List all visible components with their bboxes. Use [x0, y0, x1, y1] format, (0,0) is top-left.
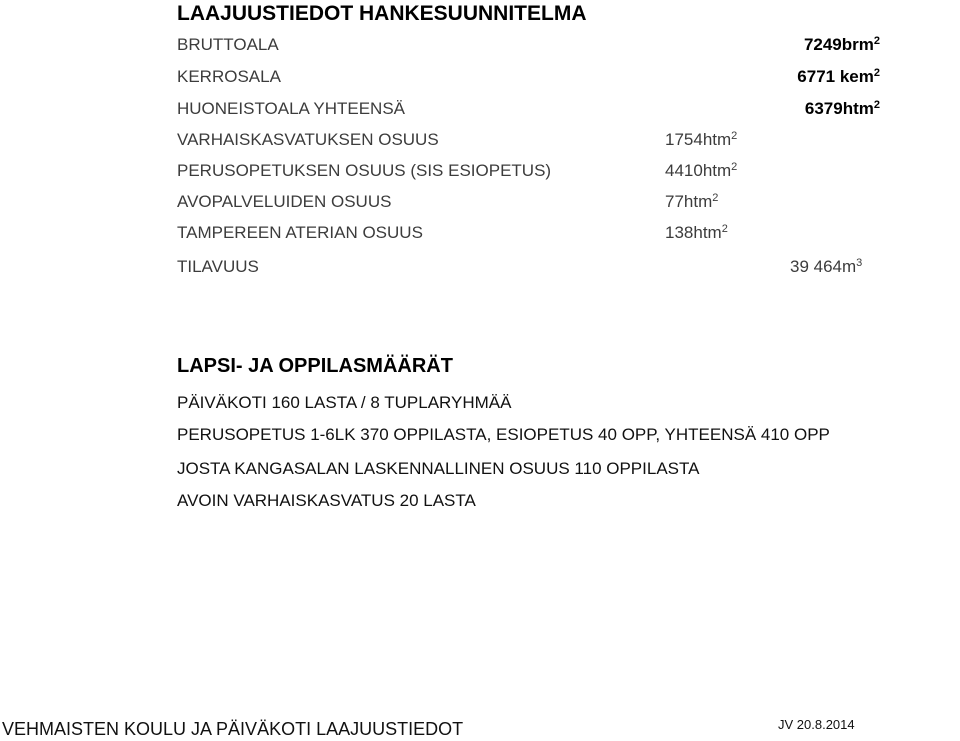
footer-date: JV 20.8.2014 [778, 717, 855, 732]
children-line-kangasala: JOSTA KANGASALAN LASKENNALLINEN OSUUS 110 OPPILASTA [177, 459, 700, 478]
area-value-kerrosala: 6771 kem$^2$ [797, 67, 880, 86]
share-value-tampereen-ateria: 138htm$^2$ [665, 223, 728, 242]
area-label-brutto: BRUTTOALA [177, 35, 279, 54]
share-value-varhaiskasvatus: 1754htm$^2$ [665, 130, 738, 149]
footer-title: VEHMAISTEN KOULU JA PÄIVÄKOTI LAAJUUSTIEDOT [2, 719, 464, 739]
share-label-tampereen-ateria: TAMPEREEN ATERIAN OSUUS [177, 223, 423, 242]
children-line-paivakoti: PÄIVÄKOTI 160 LASTA / 8 TUPLARYHMÄÄ [177, 393, 512, 412]
share-value-perusopetus: 4410htm$^2$ [665, 161, 738, 180]
area-label-kerrosala: KERROSALA [177, 67, 281, 86]
children-line-avoin: AVOIN VARHAISKASVATUS 20 LASTA [177, 491, 476, 510]
volume-value: 39 $464m^3$ [790, 257, 863, 276]
children-heading: LAPSI- JA OPPILASMÄÄRÄT [177, 355, 453, 377]
share-label-perusopetus: PERUSOPETUKSEN OSUUS (SIS ESIOPETUS) [177, 161, 552, 180]
area-value-huoneistoala: 6379htm$^2$ [804, 99, 880, 118]
share-value-avopalvelut: 77htm$^2$ [665, 192, 719, 211]
area-label-huoneistoala: HUONEISTOALA YHTEENSÄ [177, 99, 405, 118]
share-label-varhaiskasvatus: VARHAISKASVATUKSEN OSUUS [177, 130, 439, 149]
area-value-brutto: 7249brm$^2$ [803, 35, 880, 54]
children-line-perusopetus: PERUSOPETUS 1-6LK 370 OPPILASTA, ESIOPETUS 40 OPP, YHTEENSÄ 410 OPP [177, 425, 830, 444]
page-title: LAAJUUSTIEDOT HANKESUUNNITELMA [177, 2, 587, 25]
volume-label: TILAVUUS [177, 257, 259, 276]
share-label-avopalvelut: AVOPALVELUIDEN OSUUS [177, 192, 392, 211]
